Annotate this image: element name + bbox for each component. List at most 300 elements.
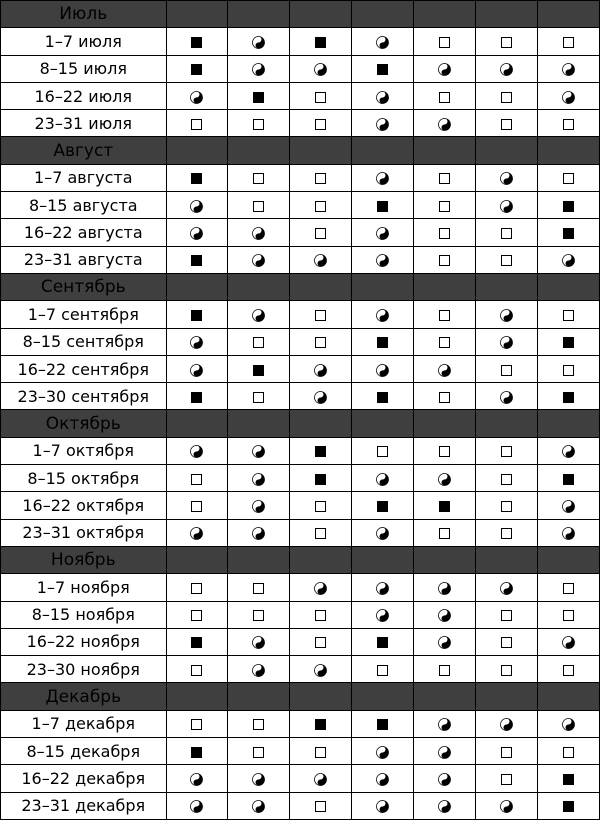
white-square-icon (501, 637, 512, 648)
yin-yang-icon (190, 527, 203, 540)
symbol-cell (352, 355, 414, 382)
symbol-cell (538, 164, 600, 191)
symbol-cell (228, 628, 290, 655)
symbol-cell (476, 301, 538, 328)
table-row (1, 110, 600, 137)
table-row (1, 301, 600, 328)
month-title: Август (1, 137, 167, 164)
yin-yang-icon (190, 800, 203, 813)
symbol-cell (166, 792, 228, 819)
yin-yang-icon (438, 473, 451, 486)
table-row (1, 383, 600, 410)
week-label: 23–31 июля (1, 110, 167, 137)
symbol-cell (414, 55, 476, 82)
week-label: 16–22 августа (1, 219, 167, 246)
week-label: 8–15 сентября (1, 328, 167, 355)
symbol-cell (414, 465, 476, 492)
week-label: 1–7 декабря (1, 710, 167, 737)
white-square-icon (315, 637, 326, 648)
symbol-cell (166, 192, 228, 219)
yin-yang-icon (438, 773, 451, 786)
symbol-cell (538, 192, 600, 219)
symbol-cell (538, 437, 600, 464)
white-square-icon (253, 173, 264, 184)
yin-yang-icon (438, 636, 451, 649)
week-label: 8–15 ноября (1, 601, 167, 628)
table-row (1, 192, 600, 219)
calendar-body (1, 1, 600, 820)
symbol-cell (476, 383, 538, 410)
table-row (1, 574, 600, 601)
month-header-cell (352, 546, 414, 573)
black-square-icon (191, 37, 202, 48)
yin-yang-icon (190, 364, 203, 377)
symbol-cell (476, 738, 538, 765)
symbol-cell (290, 792, 352, 819)
month-header-cell (352, 1, 414, 28)
yin-yang-icon (190, 336, 203, 349)
yin-yang-icon (314, 254, 327, 267)
symbol-cell (414, 301, 476, 328)
week-label: 1–7 августа (1, 164, 167, 191)
month-header-cell (290, 137, 352, 164)
symbol-cell (352, 656, 414, 683)
table-row (1, 328, 600, 355)
symbol-cell (228, 738, 290, 765)
symbol-cell (538, 710, 600, 737)
symbol-cell (228, 601, 290, 628)
white-square-icon (501, 665, 512, 676)
white-square-icon (501, 92, 512, 103)
month-header-cell (414, 546, 476, 573)
symbol-cell (414, 628, 476, 655)
symbol-cell (476, 110, 538, 137)
white-square-icon (315, 92, 326, 103)
symbol-cell (352, 437, 414, 464)
black-square-icon (315, 474, 326, 485)
symbol-cell (352, 164, 414, 191)
symbol-cell (538, 465, 600, 492)
symbol-cell (166, 492, 228, 519)
symbol-cell (538, 28, 600, 55)
white-square-icon (501, 474, 512, 485)
white-square-icon (563, 365, 574, 376)
symbol-cell (352, 465, 414, 492)
white-square-icon (315, 528, 326, 539)
white-square-icon (315, 173, 326, 184)
symbol-cell (228, 383, 290, 410)
black-square-icon (253, 92, 264, 103)
black-square-icon (315, 37, 326, 48)
yin-yang-icon (314, 364, 327, 377)
symbol-cell (290, 437, 352, 464)
symbol-cell (476, 328, 538, 355)
month-header-cell (166, 1, 228, 28)
yin-yang-icon (500, 63, 513, 76)
symbol-cell (538, 219, 600, 246)
white-square-icon (315, 337, 326, 348)
white-square-icon (315, 119, 326, 130)
symbol-cell (476, 710, 538, 737)
yin-yang-icon (252, 527, 265, 540)
yin-yang-icon (500, 336, 513, 349)
table-row (1, 710, 600, 737)
symbol-cell (290, 164, 352, 191)
white-square-icon (191, 610, 202, 621)
yin-yang-icon (252, 254, 265, 267)
month-header-cell (476, 410, 538, 437)
yin-yang-icon (314, 773, 327, 786)
symbol-cell (352, 710, 414, 737)
symbol-cell (166, 519, 228, 546)
yin-yang-icon (376, 227, 389, 240)
symbol-cell (228, 82, 290, 109)
symbol-cell (166, 710, 228, 737)
symbol-cell (166, 110, 228, 137)
white-square-icon (439, 92, 450, 103)
symbol-cell (414, 656, 476, 683)
table-row (1, 55, 600, 82)
white-square-icon (253, 719, 264, 730)
week-label: 1–7 июля (1, 28, 167, 55)
yin-yang-icon (252, 227, 265, 240)
symbol-cell (352, 110, 414, 137)
month-title: Сентябрь (1, 273, 167, 300)
month-header-cell (290, 273, 352, 300)
month-header-cell (476, 1, 538, 28)
month-header-cell (414, 1, 476, 28)
symbol-cell (414, 383, 476, 410)
yin-yang-icon (252, 36, 265, 49)
yin-yang-icon (376, 118, 389, 131)
month-header-cell (166, 546, 228, 573)
symbol-cell (166, 164, 228, 191)
yin-yang-icon (252, 800, 265, 813)
symbol-cell (166, 765, 228, 792)
symbol-cell (476, 55, 538, 82)
yin-yang-icon (376, 309, 389, 322)
week-label: 23–30 ноября (1, 656, 167, 683)
white-square-icon (439, 337, 450, 348)
white-square-icon (315, 747, 326, 758)
table-row (1, 738, 600, 765)
symbol-cell (476, 656, 538, 683)
month-header-cell (414, 137, 476, 164)
symbol-cell (290, 601, 352, 628)
symbol-cell (538, 656, 600, 683)
symbol-cell (166, 301, 228, 328)
symbol-cell (476, 465, 538, 492)
white-square-icon (439, 528, 450, 539)
symbol-cell (414, 328, 476, 355)
symbol-cell (538, 82, 600, 109)
symbol-cell (538, 246, 600, 273)
symbol-cell (228, 574, 290, 601)
symbol-cell (228, 164, 290, 191)
yin-yang-icon (438, 63, 451, 76)
symbol-cell (538, 601, 600, 628)
symbol-cell (166, 437, 228, 464)
month-header-cell (352, 410, 414, 437)
yin-yang-icon (438, 609, 451, 622)
table-row (1, 656, 600, 683)
symbol-cell (166, 355, 228, 382)
symbol-cell (352, 519, 414, 546)
symbol-cell (166, 465, 228, 492)
yin-yang-icon (252, 773, 265, 786)
yin-yang-icon (190, 445, 203, 458)
black-square-icon (563, 337, 574, 348)
symbol-cell (352, 55, 414, 82)
symbol-cell (538, 110, 600, 137)
symbol-cell (538, 328, 600, 355)
symbol-cell (414, 110, 476, 137)
symbol-cell (476, 246, 538, 273)
white-square-icon (253, 392, 264, 403)
month-header-row (1, 273, 600, 300)
table-row (1, 519, 600, 546)
month-header-cell (538, 1, 600, 28)
yin-yang-icon (562, 63, 575, 76)
week-label: 8–15 августа (1, 192, 167, 219)
symbol-cell (538, 574, 600, 601)
symbol-cell (476, 765, 538, 792)
month-header-cell (538, 546, 600, 573)
week-label: 16–22 сентября (1, 355, 167, 382)
symbol-cell (352, 492, 414, 519)
white-square-icon (253, 119, 264, 130)
week-label: 23–30 сентября (1, 383, 167, 410)
symbol-cell (352, 628, 414, 655)
month-header-cell (290, 1, 352, 28)
white-square-icon (315, 501, 326, 512)
week-label: 1–7 октября (1, 437, 167, 464)
yin-yang-icon (500, 718, 513, 731)
black-square-icon (191, 310, 202, 321)
month-title: Декабрь (1, 683, 167, 710)
symbol-cell (476, 219, 538, 246)
yin-yang-icon (376, 172, 389, 185)
white-square-icon (563, 583, 574, 594)
white-square-icon (315, 801, 326, 812)
black-square-icon (315, 446, 326, 457)
table-row (1, 82, 600, 109)
month-header-cell (476, 137, 538, 164)
white-square-icon (253, 201, 264, 212)
white-square-icon (253, 583, 264, 594)
symbol-cell (538, 792, 600, 819)
symbol-cell (538, 383, 600, 410)
yin-yang-icon (314, 391, 327, 404)
symbol-cell (166, 383, 228, 410)
yin-yang-icon (500, 200, 513, 213)
symbol-cell (228, 355, 290, 382)
symbol-cell (476, 519, 538, 546)
symbol-cell (228, 792, 290, 819)
symbol-cell (228, 519, 290, 546)
black-square-icon (315, 719, 326, 730)
black-square-icon (191, 173, 202, 184)
white-square-icon (501, 37, 512, 48)
yin-yang-icon (190, 227, 203, 240)
white-square-icon (315, 228, 326, 239)
symbol-cell (228, 328, 290, 355)
symbol-cell (414, 219, 476, 246)
table-row (1, 465, 600, 492)
yin-yang-icon (252, 664, 265, 677)
symbol-cell (352, 82, 414, 109)
symbol-cell (476, 601, 538, 628)
white-square-icon (563, 665, 574, 676)
white-square-icon (191, 119, 202, 130)
symbol-cell (414, 437, 476, 464)
yin-yang-icon (314, 664, 327, 677)
yin-yang-icon (376, 582, 389, 595)
symbol-cell (352, 574, 414, 601)
white-square-icon (377, 446, 388, 457)
symbol-cell (290, 738, 352, 765)
month-header-cell (166, 410, 228, 437)
symbol-cell (166, 219, 228, 246)
black-square-icon (191, 392, 202, 403)
month-header-cell (228, 137, 290, 164)
month-header-cell (228, 273, 290, 300)
black-square-icon (563, 201, 574, 212)
white-square-icon (191, 719, 202, 730)
black-square-icon (191, 64, 202, 75)
white-square-icon (191, 501, 202, 512)
week-label: 23–31 октября (1, 519, 167, 546)
white-square-icon (501, 446, 512, 457)
symbol-cell (414, 574, 476, 601)
symbol-cell (476, 628, 538, 655)
table-row (1, 355, 600, 382)
yin-yang-icon (252, 445, 265, 458)
black-square-icon (563, 801, 574, 812)
white-square-icon (191, 583, 202, 594)
symbol-cell (228, 465, 290, 492)
yin-yang-icon (376, 364, 389, 377)
symbol-cell (228, 246, 290, 273)
symbol-cell (166, 601, 228, 628)
symbol-cell (290, 246, 352, 273)
symbol-cell (228, 28, 290, 55)
symbol-cell (228, 492, 290, 519)
white-square-icon (501, 255, 512, 266)
week-label: 16–22 октября (1, 492, 167, 519)
month-header-cell (538, 683, 600, 710)
white-square-icon (439, 201, 450, 212)
symbol-cell (538, 765, 600, 792)
week-label: 23–31 августа (1, 246, 167, 273)
symbol-cell (166, 738, 228, 765)
yin-yang-icon (376, 473, 389, 486)
symbol-cell (228, 710, 290, 737)
symbol-cell (476, 192, 538, 219)
week-label: 8–15 декабря (1, 738, 167, 765)
black-square-icon (253, 365, 264, 376)
symbol-cell (538, 628, 600, 655)
symbol-cell (352, 328, 414, 355)
table-row (1, 219, 600, 246)
symbol-cell (414, 246, 476, 273)
white-square-icon (439, 446, 450, 457)
symbol-cell (290, 574, 352, 601)
symbol-cell (228, 219, 290, 246)
white-square-icon (501, 528, 512, 539)
month-header-row (1, 137, 600, 164)
symbol-cell (414, 82, 476, 109)
symbol-cell (538, 738, 600, 765)
symbol-cell (290, 219, 352, 246)
symbol-cell (290, 82, 352, 109)
symbol-cell (290, 328, 352, 355)
symbol-cell (538, 301, 600, 328)
month-header-cell (290, 410, 352, 437)
symbol-cell (228, 301, 290, 328)
month-header-cell (166, 683, 228, 710)
table-row (1, 437, 600, 464)
white-square-icon (439, 310, 450, 321)
yin-yang-icon (376, 91, 389, 104)
symbol-cell (476, 492, 538, 519)
symbol-cell (290, 519, 352, 546)
symbol-cell (414, 164, 476, 191)
month-header-cell (538, 137, 600, 164)
white-square-icon (563, 610, 574, 621)
month-header-cell (352, 683, 414, 710)
symbol-cell (228, 55, 290, 82)
month-header-cell (476, 683, 538, 710)
month-header-cell (290, 683, 352, 710)
black-square-icon (563, 774, 574, 785)
symbol-cell (290, 28, 352, 55)
white-square-icon (439, 173, 450, 184)
symbol-cell (290, 110, 352, 137)
month-title: Июль (1, 1, 167, 28)
yin-yang-icon (252, 500, 265, 513)
symbol-cell (476, 164, 538, 191)
white-square-icon (439, 37, 450, 48)
month-header-cell (414, 683, 476, 710)
yin-yang-icon (500, 172, 513, 185)
month-header-cell (414, 410, 476, 437)
yin-yang-icon (376, 773, 389, 786)
white-square-icon (253, 747, 264, 758)
black-square-icon (191, 637, 202, 648)
week-label: 8–15 октября (1, 465, 167, 492)
yin-yang-icon (438, 582, 451, 595)
yin-yang-icon (562, 445, 575, 458)
table-row (1, 792, 600, 819)
white-square-icon (501, 119, 512, 130)
symbol-cell (538, 55, 600, 82)
white-square-icon (315, 310, 326, 321)
symbol-cell (166, 574, 228, 601)
white-square-icon (563, 37, 574, 48)
week-label: 23–31 декабря (1, 792, 167, 819)
symbol-cell (352, 383, 414, 410)
white-square-icon (563, 173, 574, 184)
month-header-cell (166, 273, 228, 300)
week-label: 1–7 сентября (1, 301, 167, 328)
month-header-cell (414, 273, 476, 300)
symbol-cell (476, 28, 538, 55)
symbol-cell (290, 192, 352, 219)
symbol-cell (414, 355, 476, 382)
yin-yang-icon (562, 636, 575, 649)
week-label: 16–22 июля (1, 82, 167, 109)
